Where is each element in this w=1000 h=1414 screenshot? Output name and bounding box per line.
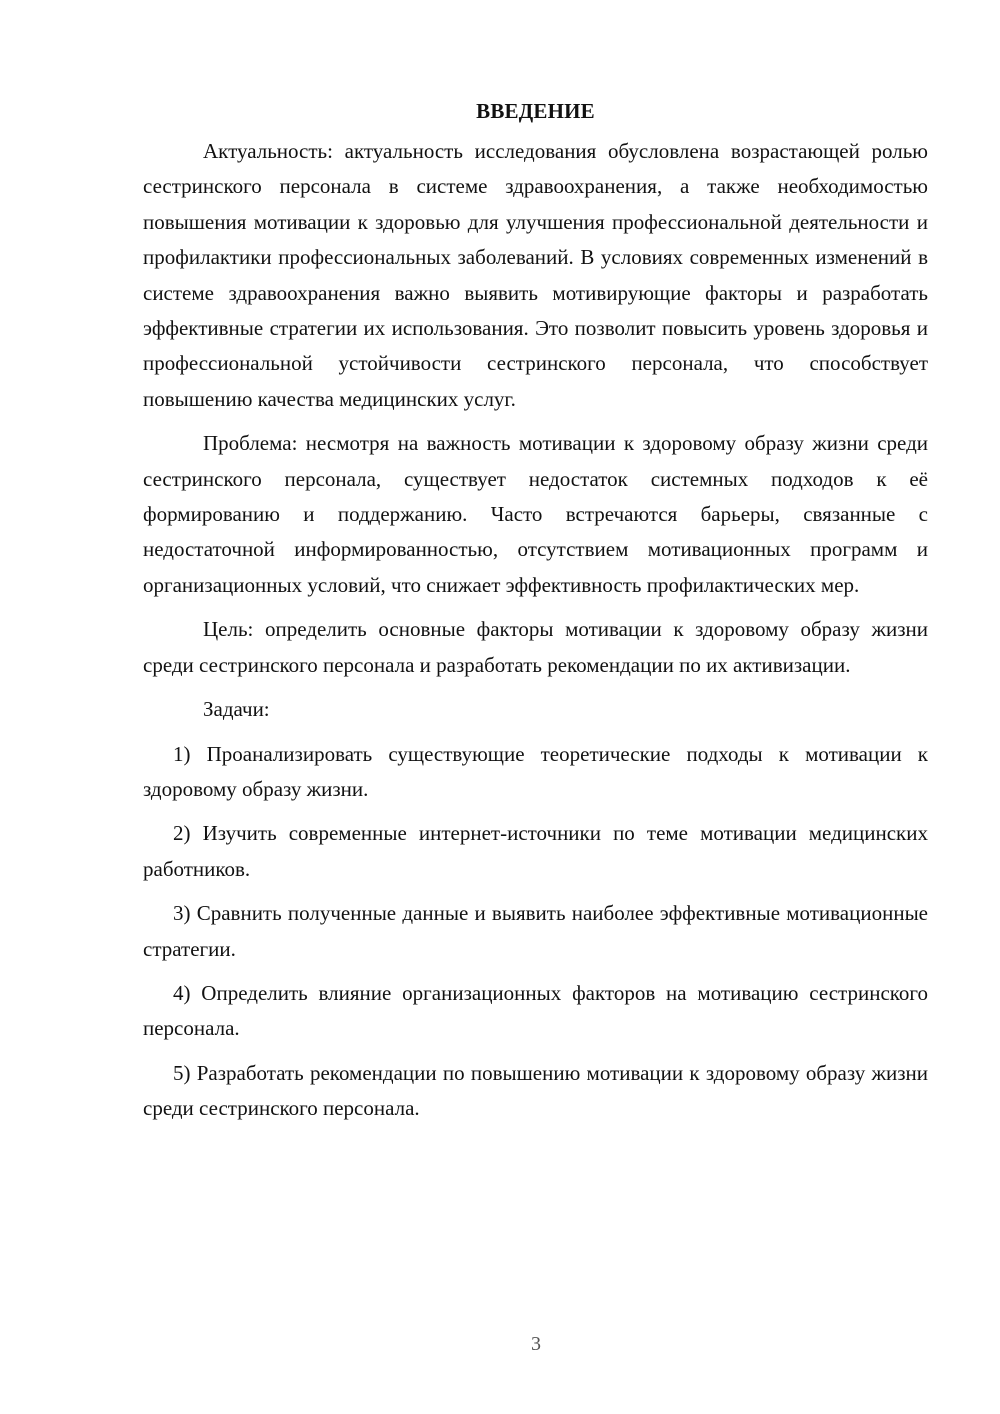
task-item-4: 4) Определить влияние организационных факторов на мотивацию сестринского персонала. xyxy=(143,980,928,1041)
tasks-heading: Задачи: xyxy=(203,697,270,722)
document-body xyxy=(143,96,928,1136)
task-item-3: 3) Сравнить полученные данные и выявить наиболее эффективные мотивационные стратегии. xyxy=(143,901,928,961)
task-item-2: 2) Изучить современные интернет-источники по теме мотивации медицинских работников. xyxy=(143,821,928,881)
paragraph-goal: Цель: определить основные факторы мотивации к здоровому образу жизни среди сестринского персонала и разработать рекомендации по их активизации. xyxy=(143,617,928,677)
task-item-1: 1) Проанализировать существующие теоретические подходы к мотивации к здоровому образу жизни. xyxy=(143,741,928,801)
section-title: ВВЕДЕНИЕ xyxy=(476,99,595,123)
paragraph-relevance: Актуальность: актуальность исследования обусловлена возрастающей ролью сестринского персонала в системе здравоохранения, а также необходимостью повышения мотивации к здоровью для улучшения профессиональной деятельности и профилактики профессиональных заболеваний. В условиях современных изменений в системе здравоохранения важно выявить мотивирующие факторы и разработать эффективные стратегии их использования. Это позволит повысить уровень здоровья и профессиональной устойчивости сестринского персонала, что способствует повышению качества медицинских услуг. xyxy=(143,139,928,411)
paragraph-problem: Проблема: несмотря на важность мотивации к здоровому образу жизни среди сестринского персонала, существует недостаток системных подходов к её формированию и поддержанию. Часто встречаются барьеры, связанные с недостаточной информированностью, отсутствием мотивационных программ и организационных условий, что снижает эффективность профилактических мер. xyxy=(143,431,928,597)
page-number: 3 xyxy=(531,1333,541,1355)
task-item-5: 5) Разработать рекомендации по повышению мотивации к здоровому образу жизни среди сестринского персонала. xyxy=(143,1060,928,1121)
